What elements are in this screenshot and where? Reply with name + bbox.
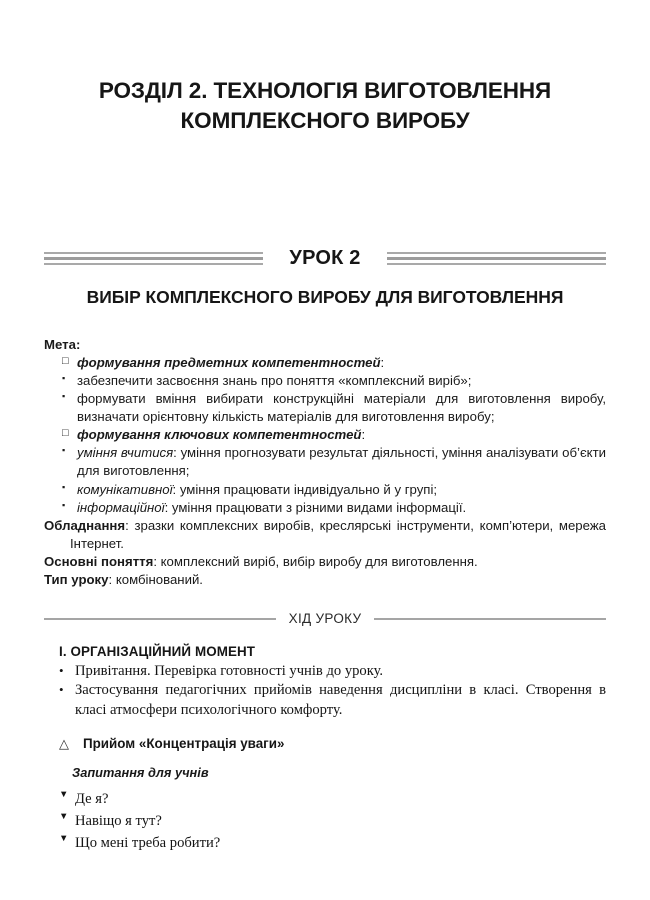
chapter-title-line-1: РОЗДІЛ 2. ТЕХНОЛОГІЯ ВИГОТОВЛЕННЯ [98, 78, 552, 103]
bullet-dot-icon: • [59, 662, 64, 678]
meta-line-equipment-lead: Обладнання [44, 517, 126, 533]
goals-group-1-heading [62, 354, 606, 372]
goals-group-2-heading [62, 426, 606, 444]
question-item-text: Що мені треба робити? [75, 834, 221, 851]
goals-section [44, 336, 606, 588]
course-divider-label: ХІД УРОКУ [288, 611, 362, 627]
square-filled-icon: ▪ [62, 499, 66, 510]
meta-line-key-concepts [44, 553, 606, 571]
square-filled-icon: ▪ [62, 373, 66, 384]
goals-group-1-heading-colon: : [380, 355, 385, 371]
course-step-text: Привітання. Перевірка готовності учнів до уроку. [75, 662, 384, 679]
meta-line-key-concepts-lead: Основні поняття [44, 553, 154, 569]
goals-group-2-item-text: : уміння працювати з різними видами інформації. [164, 499, 467, 515]
goals-group-2-item-text: : уміння працювати індивідуально й у групі; [172, 481, 438, 497]
goals-group-2-heading-colon: : [361, 427, 366, 443]
meta-line-lesson-type-lead: Тип уроку [44, 571, 109, 587]
goals-group-2-item-text: : уміння прогнозувати результат діяльності, уміння аналізувати об’єкти для виготовлення; [77, 445, 607, 479]
meta-line-key-concepts-text: : комплексний виріб, вибір виробу для виготовлення. [153, 553, 478, 569]
goals-group-1-item-text: формувати вміння вибирати конструкційні матеріали для виготовлення виробу, визначати орієнтовну кількість матеріалів для виготовлення виробу; [77, 391, 606, 425]
question-item [59, 833, 606, 855]
lesson-topic: ВИБІР КОМПЛЕКСНОГО ВИРОБУ ДЛЯ ВИГОТОВЛЕННЯ [86, 287, 564, 308]
goals-group-2-item [62, 444, 606, 480]
bullet-dot-icon: • [59, 682, 64, 698]
lesson-number-band [44, 245, 606, 271]
goals-group-1-heading-text: формування предметних компетентностей [77, 355, 381, 371]
course-step-text: Застосування педагогічних прийомів наведення дисципліни в класі. Створення в класі атмосфери психологічного комфорту. [75, 682, 606, 719]
divider-rule-left [44, 618, 276, 620]
lesson-number-label: УРОК 2 [289, 246, 361, 269]
triangle-down-icon: ▼ [59, 833, 69, 844]
chapter-title [44, 0, 606, 135]
goals-group-1-item [62, 372, 606, 390]
goals-group-2-item [62, 481, 606, 499]
course-step [59, 681, 606, 721]
square-filled-icon: ▪ [62, 481, 66, 492]
course-step-list [59, 662, 606, 722]
triple-rule-right [387, 252, 606, 265]
stage-heading-organizational: I. ОРГАНІЗАЦІЙНИЙ МОМЕНТ [59, 643, 256, 659]
goals-group-2-item-lead: уміння вчитися [77, 445, 174, 461]
goals-group-2-item-lead: інформаційної [77, 499, 165, 515]
triangle-down-icon: ▼ [59, 790, 69, 801]
square-filled-icon: ▪ [62, 391, 66, 402]
goals-group-2-item [62, 499, 606, 517]
triangle-down-icon: ▼ [59, 812, 69, 823]
square-open-icon: □ [62, 355, 69, 368]
meta-line-equipment [44, 517, 606, 553]
triangle-open-icon: △ [59, 736, 69, 752]
meta-line-lesson-type [44, 571, 606, 589]
square-open-icon: □ [62, 427, 69, 440]
course-step [59, 662, 606, 682]
chapter-title-line-2: КОМПЛЕКСНОГО ВИРОБУ [180, 107, 470, 133]
meta-line-lesson-type-text: : комбінований. [108, 571, 203, 587]
course-divider [44, 610, 606, 628]
goals-group-1-item-text: забезпечити засвоєння знань про поняття «комплексний виріб»; [77, 373, 472, 389]
technique-heading [59, 736, 606, 751]
meta-line-equipment-text: : зразки комплексних виробів, креслярські інструменти, комп’ютери, мережа Інтернет. [70, 517, 606, 551]
question-list [59, 789, 606, 855]
goals-group-2-heading-text: формування ключових компетентностей [77, 427, 362, 443]
goals-group-1-item [62, 390, 606, 426]
divider-rule-right [374, 618, 606, 620]
question-item-text: Де я? [75, 791, 109, 808]
question-item [59, 811, 606, 833]
questions-heading: Запитання для учнів [72, 765, 209, 781]
triple-rule-left [44, 252, 263, 265]
technique-heading-text: Прийом «Концентрація уваги» [83, 736, 285, 752]
course-body [59, 644, 606, 855]
goals-label: Мета: [44, 337, 81, 353]
goals-group-2-item-lead: комунікативної [77, 481, 173, 497]
question-item-text: Навіщо я тут? [75, 813, 162, 830]
square-filled-icon: ▪ [62, 445, 66, 456]
question-item [59, 789, 606, 811]
